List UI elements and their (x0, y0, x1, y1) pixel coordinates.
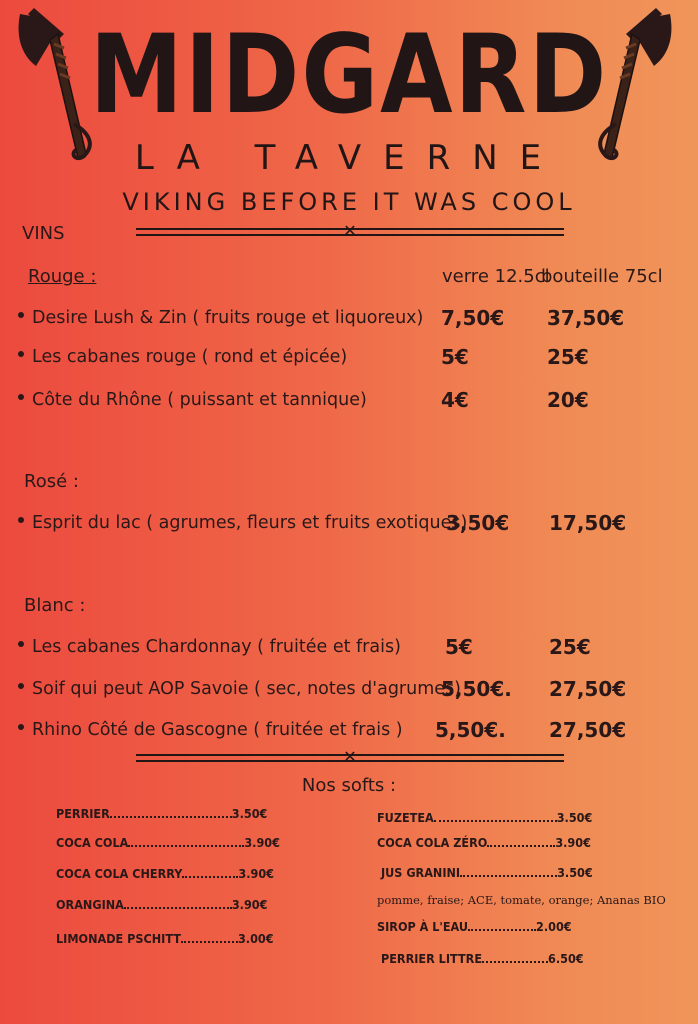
bullet-icon (18, 351, 24, 357)
soft-item: LIMONADE PSCHITT 3.00€ (56, 931, 274, 946)
soft-item: COCA COLA 3.90€ (56, 835, 280, 850)
blanc-heading: Blanc : (24, 595, 86, 616)
wine-bottle-price: 37,50€ (547, 306, 625, 330)
wine-bottle-price: 27,50€ (549, 718, 627, 742)
logo-title: MIDGARD (89, 9, 609, 139)
soft-item: ORANGINA 3.90€ (56, 897, 268, 912)
wine-glass-price: 7,50€ (441, 306, 505, 330)
granini-flavors-note: pomme, fraise; ACE, tomate, orange; Ananas BIO (377, 893, 666, 907)
wine-row: Desire Lush & Zin ( fruits rouge et liquoreux) (18, 305, 423, 331)
wine-glass-price: 5,50€. (435, 718, 506, 742)
wine-bottle-price: 20€ (547, 388, 589, 412)
wine-bottle-price: 25€ (549, 635, 591, 659)
rouge-heading: Rouge : (28, 266, 97, 287)
soft-item: COCA COLA CHERRY 3.90€ (56, 866, 274, 881)
wine-row: Côte du Rhône ( puissant et tannique) (18, 387, 367, 413)
wines-section-label: VINS (22, 223, 65, 244)
divider-ornament-icon: ✕ (343, 747, 357, 766)
soft-item: JUS GRANINI 3.50€ (381, 865, 593, 880)
divider (136, 221, 564, 240)
wine-row: Esprit du lac ( agrumes, fleurs et fruits exotiques) (18, 510, 467, 536)
wine-row: Les cabanes Chardonnay ( fruitée et frais) (18, 634, 401, 660)
bullet-icon (18, 517, 24, 523)
bullet-icon (18, 641, 24, 647)
divider-ornament-icon: ✕ (343, 221, 357, 240)
softs-title: Nos softs : (301, 775, 397, 796)
soft-item: PERRIER LITTRE 6.50€ (381, 951, 584, 966)
wine-bottle-price: 17,50€ (549, 511, 627, 535)
bullet-icon (18, 683, 24, 689)
wine-glass-price: 5€ (441, 345, 469, 369)
soft-item: COCA COLA ZÉRO 3.90€ (377, 835, 591, 850)
wine-glass-price: 3,50€ (446, 511, 510, 535)
wine-glass-price: 5€ (445, 635, 473, 659)
wine-row: Rhino Côté de Gascogne ( fruitée et frais ) (18, 717, 403, 743)
wine-glass-price: 5,50€. (441, 677, 512, 701)
soft-item: PERRIER 3.50€ (56, 806, 268, 821)
soft-item: FUZETEA 3.50€ (377, 810, 593, 825)
logo-subtitle: LA TAVERNE (134, 138, 564, 178)
bullet-icon (18, 394, 24, 400)
tagline: VIKING BEFORE IT WAS COOL (122, 188, 576, 216)
bullet-icon (18, 724, 24, 730)
bottle-column-header: bouteille 75cl (541, 266, 663, 287)
divider (136, 747, 564, 766)
wine-bottle-price: 25€ (547, 345, 589, 369)
wine-row: Soif qui peut AOP Savoie ( sec, notes d'agrumes) (18, 676, 461, 702)
glass-column-header: verre 12.5cl (442, 266, 550, 287)
bullet-icon (18, 312, 24, 318)
wine-row: Les cabanes rouge ( rond et épicée) (18, 344, 347, 370)
soft-item: SIROP À L'EAU 2.00€ (377, 919, 572, 934)
wine-bottle-price: 27,50€ (549, 677, 627, 701)
wine-glass-price: 4€ (441, 388, 469, 412)
rose-heading: Rosé : (24, 471, 79, 492)
